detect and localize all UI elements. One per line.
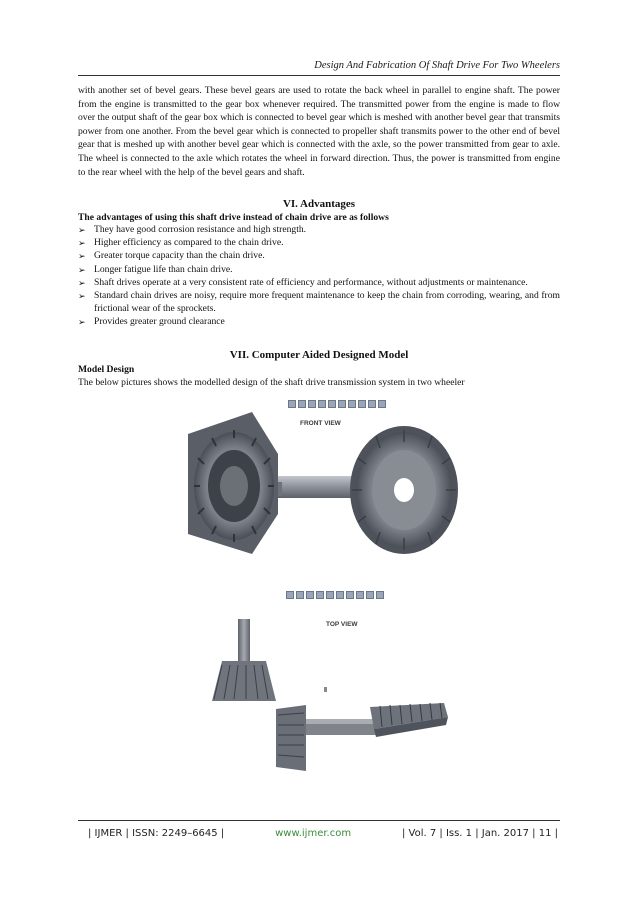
list-item (78, 277, 560, 290)
left-bevel-gear (188, 412, 278, 554)
footer-journal: | IJMER | ISSN: 2249–6645 | (88, 828, 225, 839)
top-view-figure (200, 585, 458, 795)
front-view-label: FRONT VIEW (300, 420, 341, 427)
front-view-figure (182, 394, 460, 574)
arrow-bullet-icon: ➢ (78, 277, 86, 288)
list-item-text: Shaft drives operate at a very consistent rate of efficiency and performance, without adjustments or maintenance. (94, 276, 528, 288)
gear-bore (394, 478, 414, 502)
list-item (78, 316, 560, 329)
list-item (78, 264, 560, 277)
page-footer (88, 828, 558, 839)
input-shaft (238, 619, 250, 661)
arrow-bullet-icon: ➢ (78, 238, 86, 249)
list-item-text: Longer fatigue life than chain drive. (94, 263, 233, 275)
list-item-text: Provides greater ground clearance (94, 315, 225, 327)
list-item-text: Standard chain drives are noisy, require more frequent maintenance to keep the chain from corroding, wearing, and from frictional wear of the sprockets. (94, 289, 560, 314)
top-view-label: TOP VIEW (326, 621, 358, 628)
header-rule (78, 75, 560, 76)
arrow-bullet-icon: ➢ (78, 290, 86, 301)
top-view-gear-drawing (200, 585, 458, 795)
running-header: Design And Fabrication Of Shaft Drive For Two Wheelers (314, 60, 560, 71)
list-item (78, 237, 560, 250)
advantages-list (78, 224, 560, 329)
intro-paragraph: with another set of bevel gears. These bevel gears are used to rotate the back wheel in parallel to engine shaft. The power from the engine is transmitted to the gear box whenever required. The transmitted power from the engine is made to flow over the output shaft of the gear box which is connected to bevel gear which is meshed with another bevel gear that transmits power from one another. From the bevel gear which is connected to propeller shaft transmits power to the other end of bevel gear that is meshed up with another bevel gear which is connected with the axle, so the power transmitted from gear to axle. The wheel is connected to the axle which rotates the wheel in forward direction. Thus, the power is transmitted from engine to the rear wheel with the help of the bevel gears and shaft. (78, 85, 560, 178)
model-description: The below pictures shows the modelled design of the shaft drive transmission system in two wheeler (78, 377, 465, 388)
arrow-bullet-icon: ➢ (78, 225, 86, 235)
footer-website-link[interactable]: www.ijmer.com (275, 828, 352, 839)
footer-rule (78, 820, 560, 821)
list-item-text: Greater torque capacity than the chain drive. (94, 250, 265, 262)
advantages-lead: The advantages of using this shaft drive instead of chain drive are as follows (78, 212, 389, 223)
arrow-bullet-icon: ➢ (78, 251, 86, 262)
list-item-text: Higher efficiency as compared to the chain drive. (94, 237, 284, 249)
front-view-gear-drawing (182, 394, 460, 574)
list-item-text: They have good corrosion resistance and high strength. (94, 224, 307, 235)
right-bevel-gear (350, 426, 458, 554)
arrow-bullet-icon: ➢ (78, 316, 86, 327)
arrow-bullet-icon: ➢ (78, 264, 86, 275)
model-subheading: Model Design (78, 364, 135, 375)
model-heading: VII. Computer Aided Designed Model (229, 349, 409, 361)
advantages-heading: VI. Advantages (282, 198, 356, 210)
crown-gear (370, 703, 448, 737)
list-item (78, 250, 560, 263)
footer-issue: | Vol. 7 | Iss. 1 | Jan. 2017 | 11 | (401, 828, 558, 839)
list-item (78, 290, 560, 315)
list-item (78, 224, 560, 237)
